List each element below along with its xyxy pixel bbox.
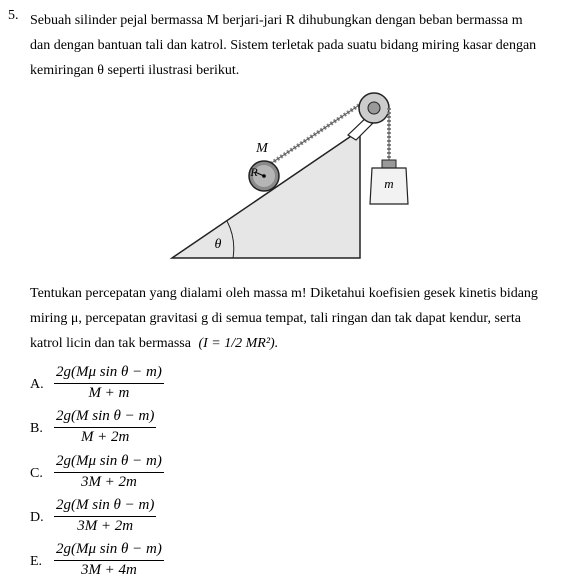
option-a-denominator: M + m (88, 385, 130, 401)
option-d[interactable] (30, 497, 330, 543)
option-d-numerator: 2g(M sin θ − m) (54, 497, 156, 517)
question-line-2: dan dengan bantuan tali dan katrol. Sistem terletak pada suatu bidang miring kasar dengan (30, 38, 537, 53)
question-line-1: Sebuah silinder pejal bermassa M berjari-jari R dihubungkan dengan beban bermassa m (30, 13, 523, 28)
label-R: R (250, 165, 258, 179)
incline-pulley-figure (160, 88, 420, 263)
option-b-fraction (54, 408, 156, 446)
question-text (30, 8, 558, 83)
option-b-letter: B. (30, 421, 43, 436)
label-m: m (384, 176, 394, 191)
task-line-3-text: katrol licin dan tak bermassa (30, 336, 191, 351)
hook-block (382, 160, 396, 168)
option-d-denominator: 3M + 2m (77, 518, 134, 534)
option-b[interactable] (30, 408, 330, 454)
pulley-axle (368, 102, 380, 114)
figure-svg (160, 88, 420, 263)
option-b-numerator: 2g(M sin θ − m) (54, 408, 156, 428)
option-a-numerator: 2g(Mμ sin θ − m) (54, 364, 164, 384)
label-M: M (256, 141, 268, 156)
option-d-letter: D. (30, 510, 44, 525)
option-e-numerator: 2g(Mμ sin θ − m) (54, 541, 164, 561)
task-text (30, 281, 558, 356)
question-line-3: kemiringan θ seperti ilustrasi berikut. (30, 63, 240, 78)
option-c-denominator: 3M + 2m (80, 474, 137, 490)
option-b-denominator: M + 2m (80, 429, 130, 445)
option-a-fraction (54, 364, 164, 402)
option-e-fraction (54, 541, 164, 579)
option-a[interactable] (30, 364, 330, 410)
option-e-letter: E. (30, 554, 43, 569)
option-c-letter: C. (30, 466, 43, 481)
label-theta: θ (214, 237, 222, 252)
option-a-letter: A. (30, 377, 44, 392)
option-c-fraction (54, 453, 164, 491)
task-line-1: Tentukan percepatan yang dialami oleh massa m! Diketahui koefisien gesek kinetis bidang (30, 286, 538, 301)
question-number: 5. (8, 8, 19, 23)
task-line-3 (30, 331, 558, 356)
option-e[interactable] (30, 541, 330, 587)
moment-of-inertia-formula: (I = 1/2 MR²). (198, 336, 279, 351)
option-c[interactable] (30, 453, 330, 499)
option-d-fraction (54, 497, 156, 535)
option-e-denominator: 3M + 4m (80, 562, 137, 578)
task-line-2: miring μ, percepatan gravitasi g di semua tempat, tali ringan dan tak dapat kendur, serta (30, 311, 521, 326)
option-c-numerator: 2g(Mμ sin θ − m) (54, 453, 164, 473)
